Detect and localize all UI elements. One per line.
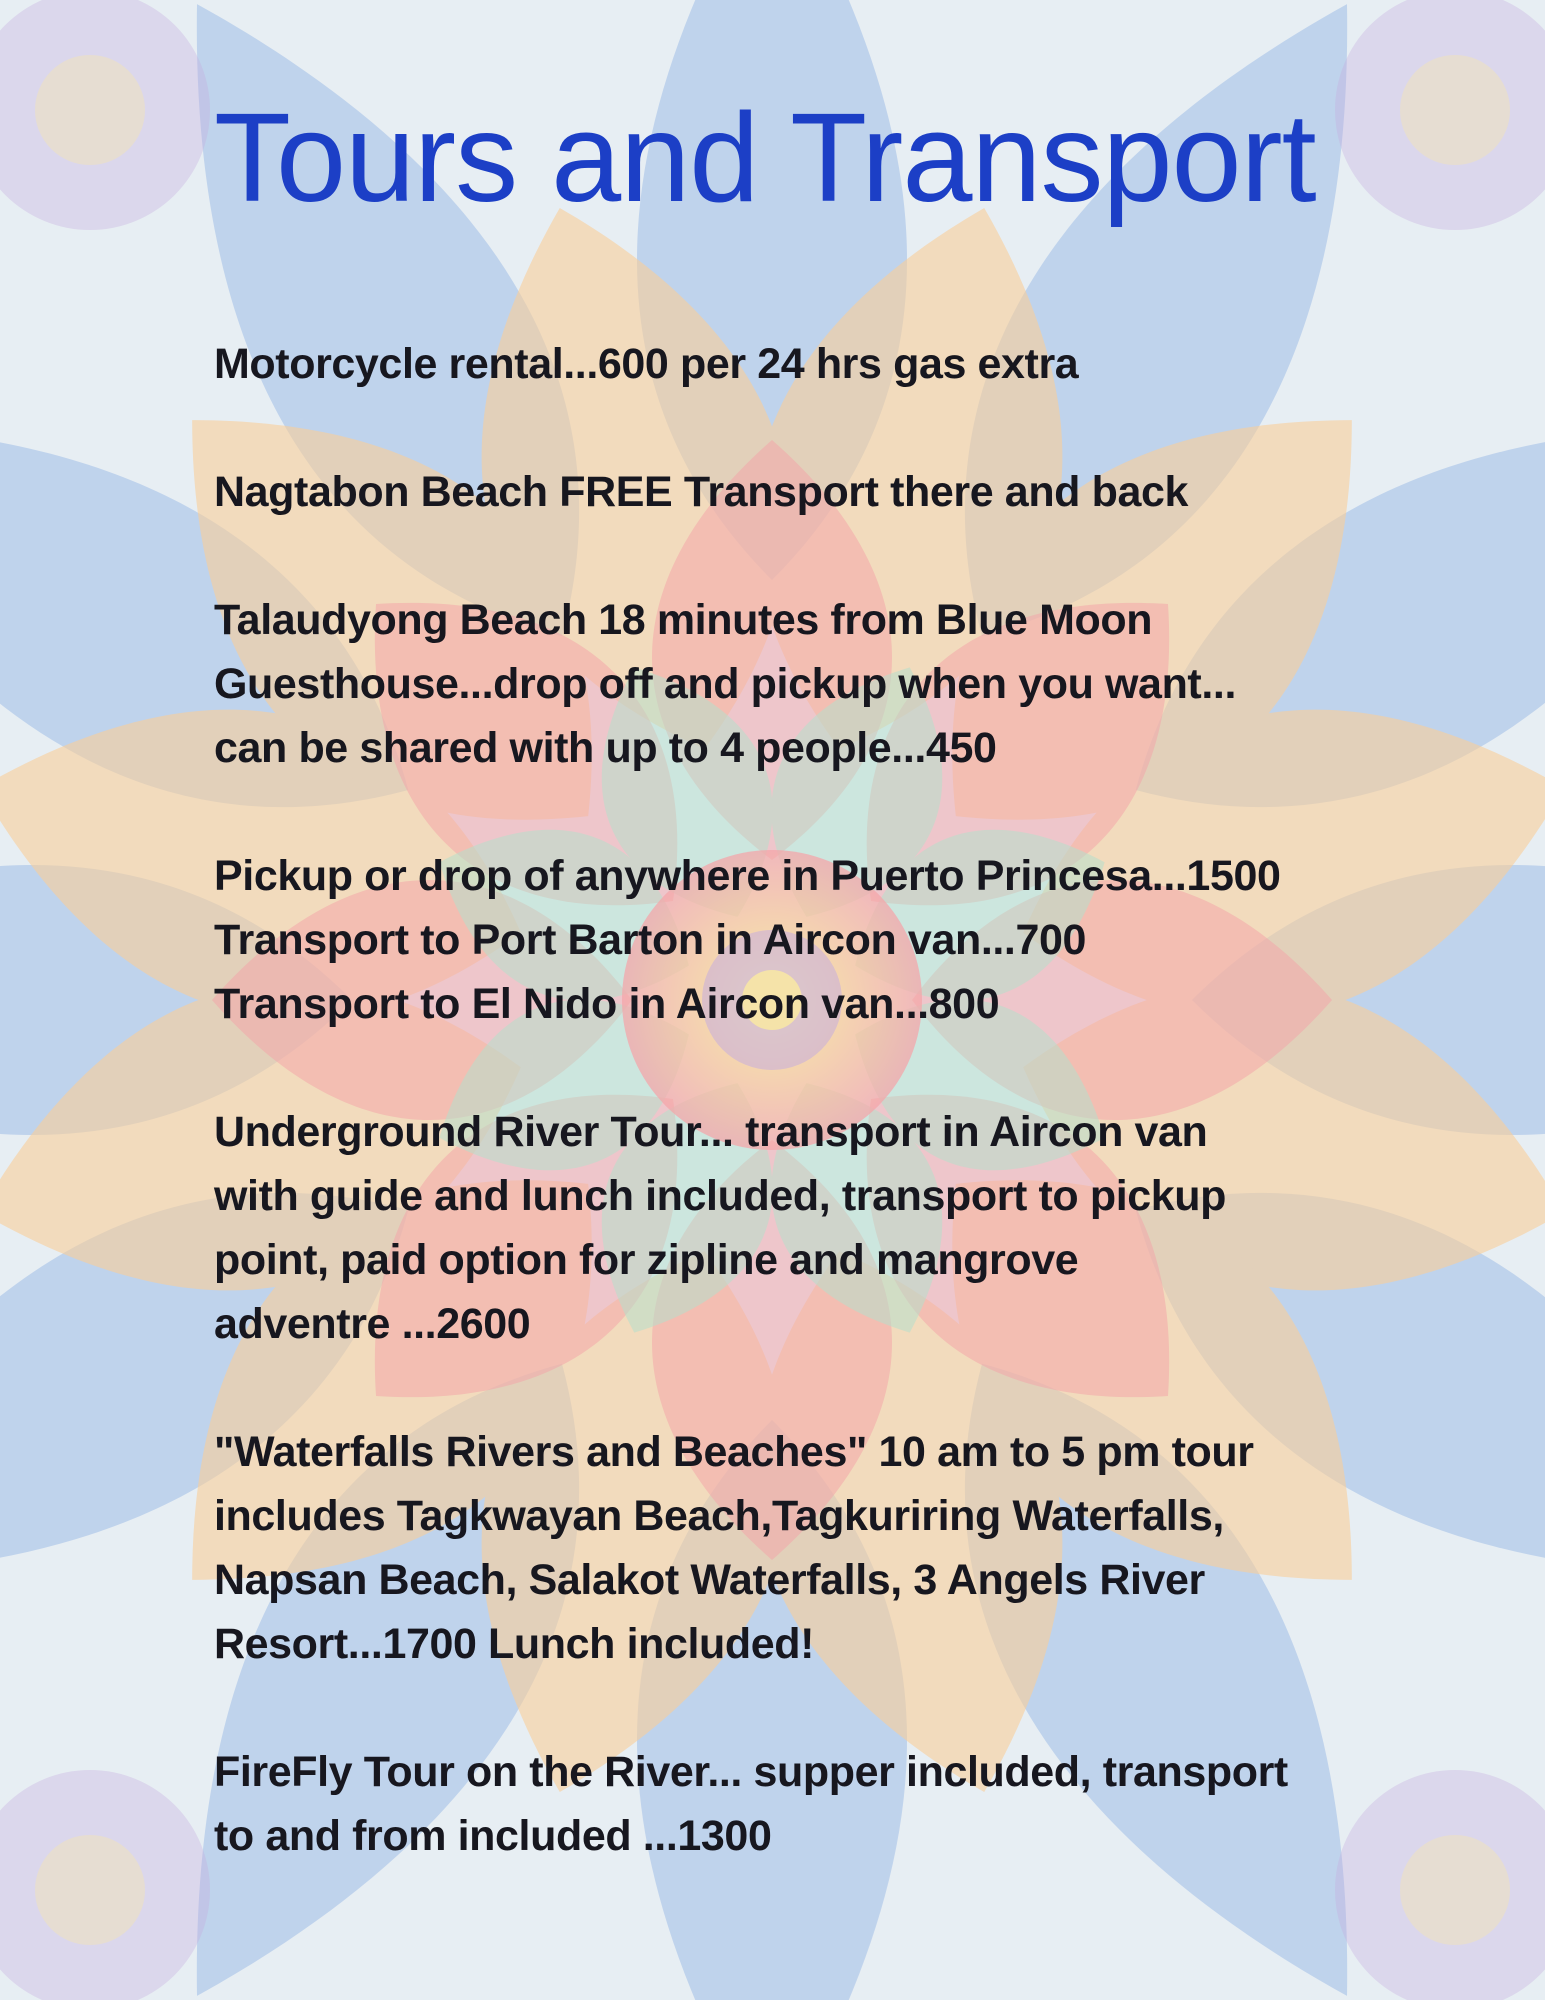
list-item-nagtabon-beach [214, 460, 1434, 524]
list-item-underground-river-tour [214, 1100, 1434, 1356]
item-line: Motorcycle rental...600 per 24 hrs gas extra [214, 340, 1079, 388]
item-line: point, paid option for zipline and mangrove [214, 1236, 1079, 1284]
list-item-waterfalls-tour [214, 1420, 1434, 1676]
item-line: FireFly Tour on the River... supper included, transport [214, 1748, 1288, 1796]
list-item-van-transport [214, 844, 1434, 1036]
flyer-content [214, 88, 1434, 1932]
list-item-talaudyong-beach [214, 588, 1434, 780]
item-line: Resort...1700 Lunch included! [214, 1620, 815, 1668]
item-line: "Waterfalls Rivers and Beaches" 10 am to 5 pm tour [214, 1428, 1254, 1476]
item-line: Transport to El Nido in Aircon van...800 [214, 980, 1000, 1028]
item-line: Nagtabon Beach FREE Transport there and back [214, 468, 1189, 516]
item-line: Talaudyong Beach 18 minutes from Blue Moon [214, 596, 1153, 644]
item-line: includes Tagkwayan Beach,Tagkuriring Waterfalls, [214, 1492, 1224, 1540]
price-list [214, 332, 1434, 1868]
item-line: Underground River Tour... transport in Aircon van [214, 1108, 1208, 1156]
item-line: adventre ...2600 [214, 1300, 531, 1348]
item-line: can be shared with up to 4 people...450 [214, 724, 997, 772]
item-line: to and from included ...1300 [214, 1812, 772, 1860]
item-line: Transport to Port Barton in Aircon van...700 [214, 916, 1087, 964]
list-item-firefly-tour [214, 1740, 1434, 1868]
item-line: with guide and lunch included, transport to pickup [214, 1172, 1227, 1220]
list-item-motorcycle-rental [214, 332, 1434, 396]
page-title: Tours and Transport [214, 87, 1316, 228]
item-line: Pickup or drop of anywhere in Puerto Princesa...1500 [214, 852, 1281, 900]
item-line: Napsan Beach, Salakot Waterfalls, 3 Angels River [214, 1556, 1205, 1604]
item-line: Guesthouse...drop off and pickup when you want... [214, 660, 1236, 708]
